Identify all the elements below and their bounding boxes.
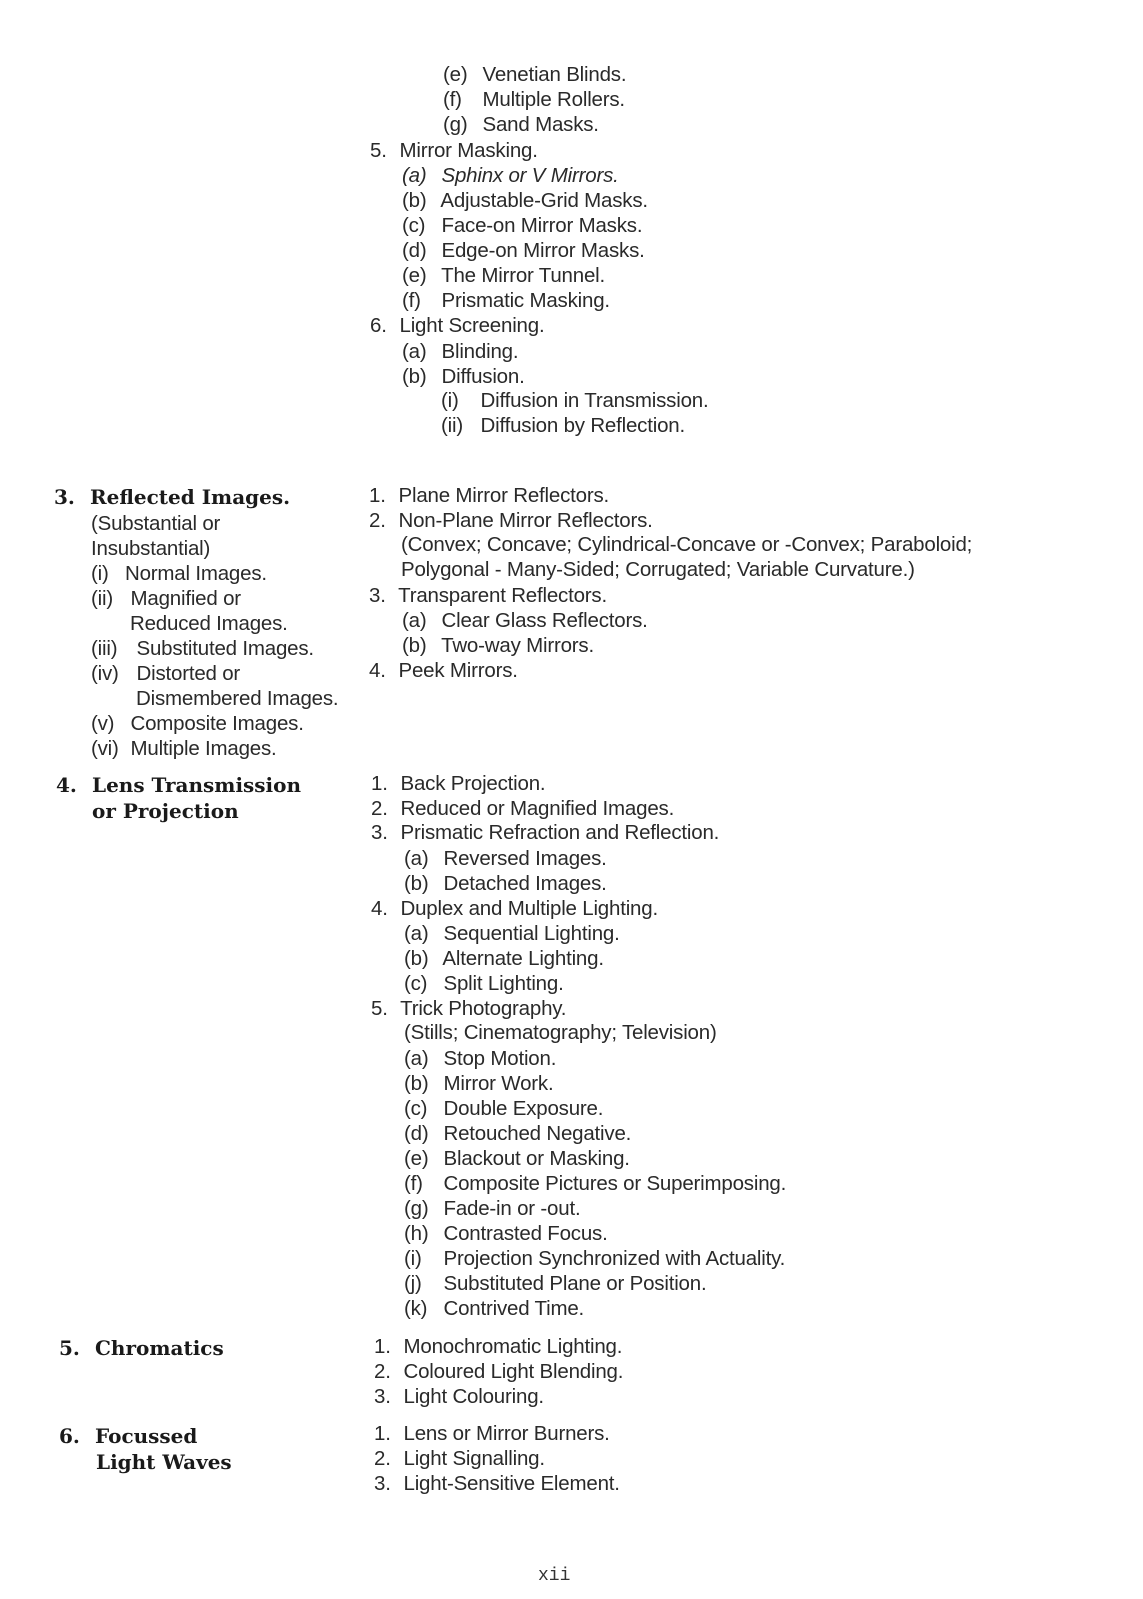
section-heading: 5. Chromatics (59, 1336, 224, 1360)
list-item: 1. Lens or Mirror Burners. (374, 1422, 610, 1445)
list-item: (d) Retouched Negative. (404, 1122, 632, 1145)
list-item: (e) Blackout or Masking. (404, 1147, 630, 1170)
list-item: 2. Reduced or Magnified Images. (371, 797, 675, 820)
list-item: 4. Peek Mirrors. (369, 659, 518, 682)
list-item: (i) Normal Images. (91, 562, 267, 585)
section-heading: 3. Reflected Images. (54, 485, 291, 509)
list-item: (a) Stop Motion. (404, 1047, 557, 1070)
list-item: (j) Substituted Plane or Position. (404, 1272, 707, 1295)
list-item-heading: 6. Light Screening. (370, 314, 545, 337)
list-item: Dismembered Images. (136, 687, 339, 710)
list-item: (ii) Diffusion by Reflection. (441, 414, 685, 437)
list-item: (c) Face-on Mirror Masks. (402, 214, 643, 237)
list-item: 4. Duplex and Multiple Lighting. (371, 897, 658, 920)
list-item: (f) Prismatic Masking. (402, 289, 610, 312)
list-item: 2. Light Signalling. (374, 1447, 545, 1470)
list-item: (h) Contrasted Focus. (404, 1222, 608, 1245)
list-item: (a) Clear Glass Reflectors. (402, 609, 648, 632)
list-item: (a) Blinding. (402, 340, 519, 363)
list-item: 3. Transparent Reflectors. (369, 584, 607, 607)
list-note: (Convex; Concave; Cylindrical-Concave or -Convex; Paraboloid; (401, 533, 973, 556)
list-item: 1. Back Projection. (371, 772, 546, 795)
list-item: (e) Venetian Blinds. (443, 63, 627, 86)
list-item: (a) Sequential Lighting. (404, 922, 620, 945)
section-heading: or Projection (92, 799, 239, 823)
list-item: (b) Adjustable-Grid Masks. (402, 189, 648, 212)
list-item: (iv) Distorted or (91, 662, 241, 685)
list-item: (f) Multiple Rollers. (443, 88, 625, 111)
list-item: 1. Monochromatic Lighting. (374, 1335, 623, 1358)
list-item: (i) Projection Synchronized with Actuality. (404, 1247, 786, 1270)
list-item: (e) The Mirror Tunnel. (402, 264, 606, 287)
list-item: (b) Mirror Work. (404, 1072, 554, 1095)
list-item: (d) Edge-on Mirror Masks. (402, 239, 645, 262)
list-item: 1. Plane Mirror Reflectors. (369, 484, 610, 507)
list-item: (b) Diffusion. (402, 365, 525, 388)
list-item: (k) Contrived Time. (404, 1297, 585, 1320)
list-item: (a) Sphinx or V Mirrors. (402, 164, 619, 187)
list-item: 5. Trick Photography. (371, 997, 567, 1020)
list-item: (b) Two-way Mirrors. (402, 634, 594, 657)
list-item: (g) Fade-in or -out. (404, 1197, 581, 1220)
list-item: 3. Prismatic Refraction and Reflection. (371, 821, 720, 844)
list-item: (b) Detached Images. (404, 872, 607, 895)
section-subtitle: Insubstantial) (91, 537, 211, 560)
list-item: 2. Non-Plane Mirror Reflectors. (369, 509, 653, 532)
list-item: 2. Coloured Light Blending. (374, 1360, 624, 1383)
page-number: xii (538, 1566, 571, 1586)
list-item: (f) Composite Pictures or Superimposing. (404, 1172, 787, 1195)
list-item: (c) Double Exposure. (404, 1097, 604, 1120)
list-item: (v) Composite Images. (91, 712, 304, 735)
list-item: Reduced Images. (130, 612, 288, 635)
list-note: Polygonal - Many-Sided; Corrugated; Variable Curvature.) (401, 558, 915, 581)
section-heading: 6. Focussed (59, 1424, 198, 1448)
section-heading: 4. Lens Transmission (56, 773, 302, 797)
list-item: (g) Sand Masks. (443, 113, 599, 136)
list-item-heading: 5. Mirror Masking. (370, 139, 538, 162)
list-item: (iii) Substituted Images. (91, 637, 314, 660)
list-item: (vi) Multiple Images. (91, 737, 277, 760)
list-item: (a) Reversed Images. (404, 847, 607, 870)
section-subtitle: (Substantial or (91, 512, 221, 535)
list-item: 3. Light-Sensitive Element. (374, 1472, 620, 1495)
list-item: (b) Alternate Lighting. (404, 947, 604, 970)
list-item: (c) Split Lighting. (404, 972, 564, 995)
list-item: (i) Diffusion in Transmission. (441, 389, 709, 412)
section-heading: Light Waves (96, 1450, 232, 1474)
list-item: (ii) Magnified or (91, 587, 241, 610)
list-note: (Stills; Cinematography; Television) (404, 1021, 717, 1044)
list-item: 3. Light Colouring. (374, 1385, 544, 1408)
